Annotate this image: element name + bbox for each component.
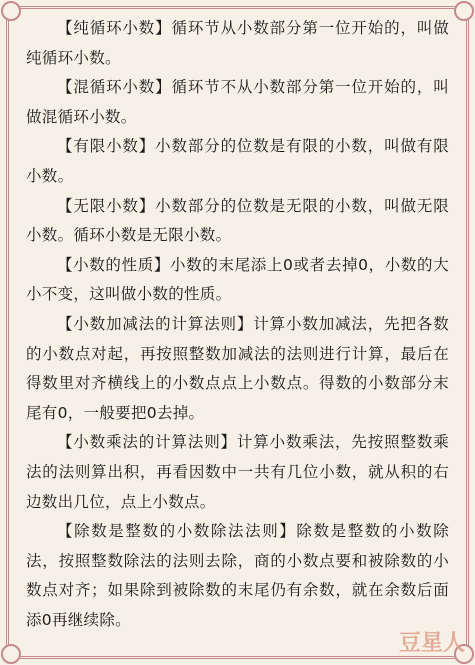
definition-paragraph: [26, 517, 449, 635]
document-body: [26, 14, 449, 635]
definition-text: 计算小数加减法，先把各数的小数点对起，再按照整数加减法的法则进行计算，最后在得数里对齐横线上的小数点点上小数点。得数的小数部分末尾有0，一般要把0去掉。: [26, 314, 449, 422]
definition-paragraph: [26, 14, 449, 73]
definition-text: 计算小数乘法，先按照整数乘法的法则算出积，再看因数中一共有几位小数，就从积的右边数出几位，点上小数点。: [26, 433, 449, 511]
corner-ornament-icon: [1, 1, 21, 21]
definition-paragraph: [26, 132, 449, 191]
definition-paragraph: [26, 251, 449, 310]
definition-text: 小数的末尾添上0或者去掉0，小数的大小不变，这叫做小数的性质。: [26, 255, 449, 304]
definition-text: 除数是整数的小数除法，按照整数除法的法则去除，商的小数点要和被除数的小数点对齐；如果除到被除数的末尾仍有余数，就在余数后面添0再继续除。: [26, 522, 450, 629]
definition-paragraph: [26, 73, 449, 132]
term-label: 【有限小数】: [57, 137, 156, 156]
watermark-logo: 豆星人: [398, 631, 465, 656]
definition-text: 小数部分的位数是无限的小数，叫做无限小数。循环小数是无限小数。: [26, 196, 449, 245]
term-label: 【小数加减法的计算法则】: [57, 314, 254, 333]
definition-text: 循环节不从小数部分第一位开始的，叫做混循环小数。: [26, 78, 449, 126]
term-label: 【纯循环小数】: [57, 19, 172, 37]
definition-text: 小数部分的位数是有限的小数，叫做有限小数。: [26, 137, 449, 185]
term-label: 【小数的性质】: [57, 255, 171, 274]
corner-ornament-icon: [1, 644, 21, 664]
term-label: 【混循环小数】: [57, 78, 172, 97]
term-label: 【无限小数】: [57, 196, 156, 215]
corner-ornament-icon: [454, 1, 474, 21]
definition-paragraph: [26, 192, 449, 251]
definition-text: 循环节从小数部分第一位开始的，叫做纯循环小数。: [26, 19, 449, 67]
definition-paragraph: [26, 310, 449, 428]
definition-paragraph: [26, 428, 449, 517]
term-label: 【除数是整数的小数除法法则】: [57, 522, 297, 541]
term-label: 【小数乘法的计算法则】: [57, 433, 237, 452]
